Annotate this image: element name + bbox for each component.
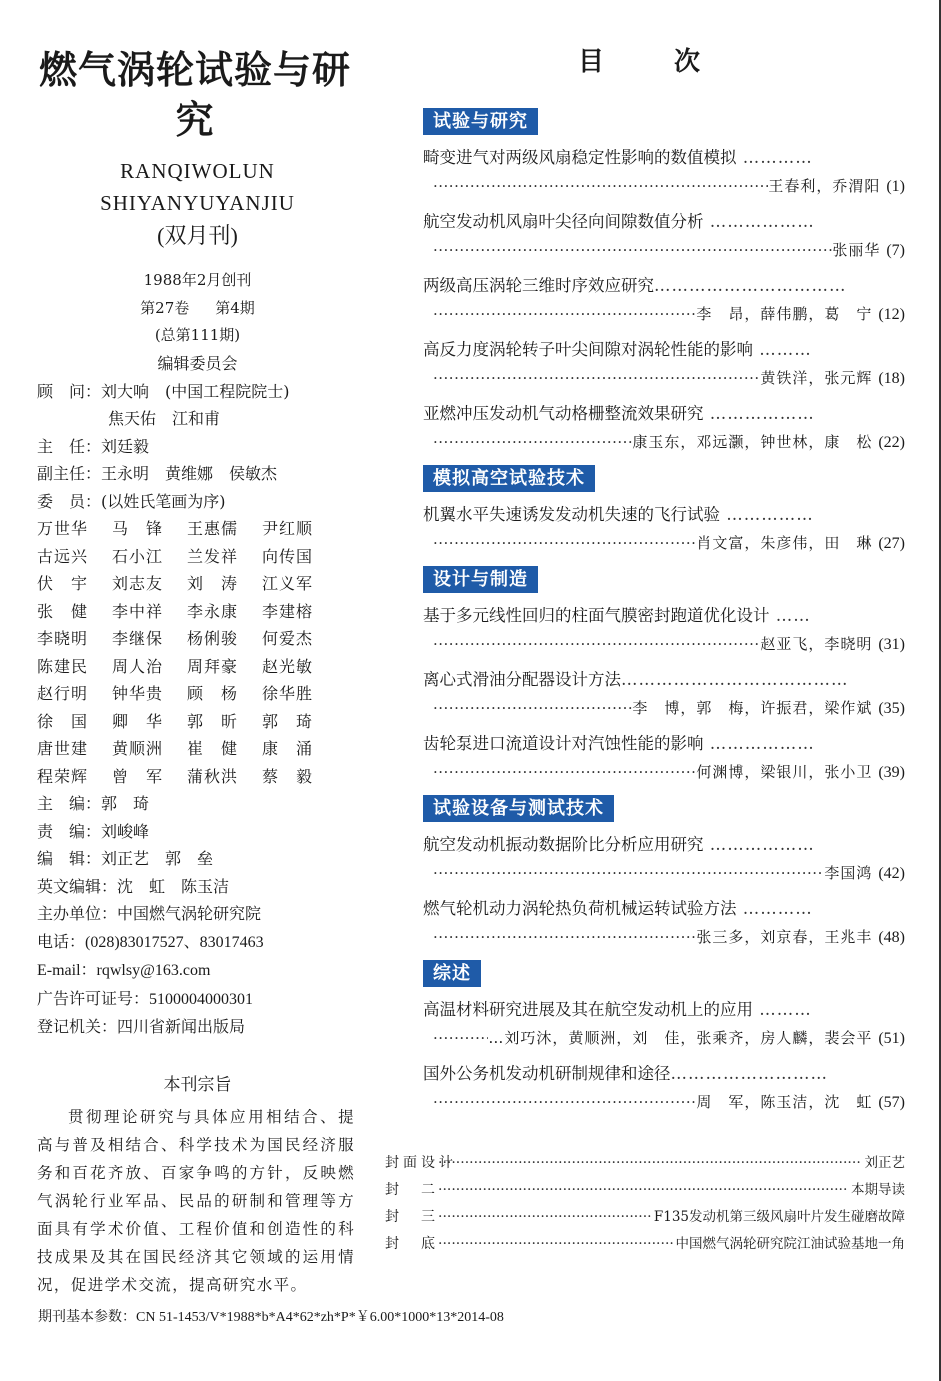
english-editor-line bbox=[37, 873, 365, 901]
editors: 刘正艺 郭 垒 bbox=[101, 849, 214, 868]
masthead-column bbox=[30, 45, 365, 1299]
article-authors: 张丽华 bbox=[832, 241, 881, 259]
article-title-line bbox=[423, 729, 868, 758]
committee-member: 何爱杰 bbox=[262, 629, 314, 648]
leader-dots: ………… bbox=[736, 899, 813, 918]
article-title-line bbox=[423, 894, 868, 923]
page-number: (39) bbox=[878, 764, 905, 781]
article-authors: 王春利，乔渭阳 bbox=[768, 177, 881, 195]
committee-member: 曾 军 bbox=[112, 766, 164, 786]
leader-dots bbox=[433, 923, 696, 952]
issue: 第4期 bbox=[215, 298, 255, 317]
section-label: 试验设备与测试技术 bbox=[423, 795, 614, 822]
chief-label: 主 编： bbox=[37, 794, 102, 813]
committee-member: 李继保 bbox=[112, 629, 164, 648]
toc-entry[interactable] bbox=[423, 335, 905, 393]
page-number: (18) bbox=[878, 370, 905, 387]
committee-member: 康 涌 bbox=[262, 739, 314, 758]
email-address: rqwlsy@163.com bbox=[96, 962, 211, 979]
leader-dots: ……… bbox=[753, 340, 812, 359]
byline-indent bbox=[423, 529, 433, 558]
committee-member: 伏 宇 bbox=[37, 574, 89, 593]
article-title: 齿轮泵进口流道设计对汽蚀性能的影响 bbox=[423, 734, 704, 753]
credit-value: 本期导读 bbox=[851, 1182, 905, 1198]
leader-dots bbox=[433, 172, 768, 201]
responsible-editor: 刘峻峰 bbox=[101, 821, 150, 841]
vice-directors: 王永明 黄维娜 侯敏杰 bbox=[101, 464, 278, 483]
advisor-2: 焦天佑 江和甫 bbox=[108, 409, 221, 428]
volume: 第27卷 bbox=[140, 298, 190, 317]
article-authors: 张三多，刘京春，王兆丰 bbox=[696, 928, 873, 946]
registration-line bbox=[37, 1013, 365, 1041]
article-title: 高反力度涡轮转子叶尖间隙对涡轮性能的影响 bbox=[423, 340, 753, 359]
ad-license-number: 5100004000301 bbox=[149, 990, 254, 1008]
article-authors: 黄铁洋，张元辉 bbox=[760, 369, 873, 387]
committee-heading: 编辑委员会 bbox=[157, 353, 238, 373]
publication-info bbox=[30, 267, 365, 350]
leader-dots bbox=[433, 1024, 488, 1053]
credit-value: 刘正艺 bbox=[864, 1155, 905, 1171]
toc-heading: 目 次 bbox=[577, 47, 722, 77]
editors-line bbox=[37, 845, 365, 873]
leader-dots bbox=[433, 1088, 696, 1117]
toc-section bbox=[423, 108, 905, 457]
byline-indent bbox=[423, 236, 433, 265]
committee-member: 赵光敏 bbox=[262, 656, 314, 676]
article-title: 高温材料研究进展及其在航空发动机上的应用 bbox=[423, 1000, 753, 1019]
byline-indent bbox=[423, 300, 433, 329]
host-unit: 中国燃气涡轮研究院 bbox=[117, 904, 262, 923]
article-byline bbox=[423, 529, 905, 558]
credit-value: F135发动机第三级风扇叶片发生碰磨故障 bbox=[653, 1209, 905, 1225]
article-byline bbox=[423, 300, 905, 329]
page-number: (51) bbox=[878, 1030, 905, 1047]
journal-pinyin-2: SHIYANYUYANJIU bbox=[100, 191, 295, 215]
members-note: (以姓氏笔画为序) bbox=[101, 491, 226, 511]
article-title: 离心式滑油分配器设计方法 bbox=[423, 670, 621, 689]
article-title: 航空发动机风扇叶尖径向间隙数值分析 bbox=[423, 212, 704, 231]
toc-entry[interactable] bbox=[423, 399, 905, 457]
toc-entry[interactable] bbox=[423, 995, 905, 1053]
toc-column bbox=[385, 40, 905, 1123]
host-line bbox=[37, 900, 365, 928]
member-row bbox=[37, 763, 365, 791]
section-label: 模拟高空试验技术 bbox=[423, 465, 595, 492]
committee-member: 王惠儒 bbox=[187, 519, 239, 538]
committee-member: 刘 涛 bbox=[187, 574, 239, 593]
toc-entry[interactable] bbox=[423, 143, 905, 201]
member-row bbox=[37, 625, 365, 653]
toc-section bbox=[423, 465, 905, 558]
byline-indent bbox=[423, 428, 433, 457]
committee-member: 周拜豪 bbox=[187, 656, 239, 676]
committee-member: 李永康 bbox=[187, 601, 239, 621]
article-title: 航空发动机振动数据阶比分析应用研究 bbox=[423, 835, 704, 854]
committee-member: 钟华贵 bbox=[112, 684, 164, 703]
member-row bbox=[37, 598, 365, 626]
journal-frequency: (双月刊) bbox=[157, 223, 238, 248]
article-title: 畸变进气对两级风扇稳定性影响的数值模拟 bbox=[423, 148, 737, 167]
committee-member: 石小江 bbox=[112, 546, 164, 566]
page-number: (12) bbox=[878, 306, 905, 323]
committee-member: 向传国 bbox=[262, 546, 314, 566]
committee-member: 唐世建 bbox=[37, 739, 89, 758]
committee-member: 兰发祥 bbox=[187, 546, 239, 566]
journal-title: 燃气涡轮试验与研究 bbox=[38, 48, 351, 142]
leader-dots bbox=[438, 1150, 862, 1177]
article-title: 两级高压涡轮三维时序效应研究 bbox=[423, 276, 654, 295]
leader-dots: ……………… bbox=[703, 212, 815, 231]
leader-dots: ……………… bbox=[703, 734, 815, 753]
journal-parameters: 期刊基本参数：CN 51-1453/V*1988*b*A4*62*zh*P*￥6.00*1000*13*2014-08 bbox=[38, 1310, 504, 1325]
committee-member: 郭 琦 bbox=[262, 711, 314, 731]
toc-entry[interactable] bbox=[423, 729, 905, 787]
leader-dots bbox=[433, 428, 632, 457]
leader-dots bbox=[433, 630, 760, 659]
article-authors: 肖文富，朱彦伟，田 琳 bbox=[696, 534, 873, 552]
article-authors: 何渊博，梁银川，张小卫 bbox=[696, 763, 873, 781]
cover-credit-row bbox=[385, 1177, 905, 1204]
committee-member: 李中祥 bbox=[112, 601, 164, 621]
volume-issue bbox=[30, 295, 365, 323]
toc-entry[interactable] bbox=[423, 665, 905, 723]
article-title: 基于多元线性回归的柱面气膜密封跑道优化设计 bbox=[423, 606, 770, 625]
byline-indent bbox=[423, 758, 433, 787]
page-number: (7) bbox=[886, 242, 905, 259]
byline-indent bbox=[423, 1024, 433, 1053]
advisor-label: 顾 问： bbox=[37, 381, 102, 401]
committee-member: 张 健 bbox=[37, 601, 89, 621]
chief-line bbox=[37, 790, 365, 818]
article-authors: 李国鸿 bbox=[824, 864, 873, 882]
host-label: 主办单位： bbox=[37, 904, 118, 923]
leader-dots bbox=[433, 364, 760, 393]
article-authors: 赵亚飞，李晓明 bbox=[760, 635, 873, 653]
committee-member: 陈建民 bbox=[37, 656, 89, 676]
tel-line bbox=[37, 928, 365, 957]
article-title-line bbox=[423, 601, 868, 630]
members-line bbox=[37, 488, 365, 516]
member-row bbox=[37, 515, 365, 543]
leader-dots: …… bbox=[769, 606, 811, 625]
toc-entry[interactable] bbox=[423, 271, 905, 329]
leader-dots: ………… bbox=[736, 148, 813, 167]
registration-authority: 四川省新闻出版局 bbox=[117, 1017, 246, 1036]
page-number: (22) bbox=[878, 434, 905, 451]
committee-member: 郭 昕 bbox=[187, 711, 239, 731]
article-title-line bbox=[423, 399, 868, 428]
leader-dots bbox=[438, 1231, 673, 1258]
leader-dots bbox=[438, 1177, 848, 1204]
toc-entry[interactable] bbox=[423, 500, 905, 558]
committee-member: 徐华胜 bbox=[262, 684, 314, 703]
committee-member: 卿 华 bbox=[112, 711, 164, 731]
article-title: 国外公务机发动机研制规律和途径 bbox=[423, 1064, 671, 1083]
article-byline bbox=[423, 428, 905, 457]
committee-member: 蔡 毅 bbox=[262, 766, 314, 786]
committee-member: 徐 国 bbox=[37, 711, 89, 731]
member-row bbox=[37, 708, 365, 736]
article-byline bbox=[423, 694, 905, 723]
committee-member: 刘志友 bbox=[112, 574, 164, 593]
member-row bbox=[37, 653, 365, 681]
byline-indent bbox=[423, 1088, 433, 1117]
purpose-heading: 本刊宗旨 bbox=[163, 1074, 232, 1095]
purpose-body: 贯彻理论研究与具体应用相结合、提高与普及相结合、科学技术为国民经济服务和百花齐放、百家争鸣的方针，反映燃气涡轮行业军品、民品的研制和管理等方面具有学术价值、工程价值和创造性的科技成果及其在国民经济其它领域的运用情况，促进学术交流，提高研究水平。 bbox=[37, 1107, 355, 1294]
committee-member: 蒲秋洪 bbox=[187, 766, 239, 786]
committee-member: 万世华 bbox=[37, 519, 89, 538]
english-editor-label: 英文编辑： bbox=[37, 876, 118, 896]
leader-dots: ……… bbox=[753, 1000, 812, 1019]
member-row bbox=[37, 570, 365, 598]
cover-credit-row bbox=[385, 1231, 905, 1258]
byline-indent bbox=[423, 630, 433, 659]
member-row bbox=[37, 735, 365, 763]
byline-indent bbox=[423, 694, 433, 723]
article-byline bbox=[423, 1024, 905, 1053]
committee-member: 李晓明 bbox=[37, 629, 89, 648]
advisor-1: 刘大响 (中国工程院院士) bbox=[101, 381, 290, 401]
committee-member: 古远兴 bbox=[37, 546, 89, 566]
article-title: 亚燃冲压发动机气动格栅整流效果研究 bbox=[423, 404, 704, 423]
byline-indent bbox=[423, 172, 433, 201]
article-byline bbox=[423, 859, 905, 888]
leader-dots bbox=[433, 236, 832, 265]
article-byline bbox=[423, 923, 905, 952]
advisor-line bbox=[37, 378, 365, 406]
byline-indent bbox=[423, 923, 433, 952]
article-authors: …刘巧沐，黄顺洲，刘 佳，张乘齐，房人麟，裴会平 bbox=[488, 1029, 873, 1047]
member-grid bbox=[37, 515, 365, 790]
section-label: 设计与制造 bbox=[423, 566, 538, 593]
article-authors: 李 博，郭 梅，许振君，梁作斌 bbox=[632, 699, 873, 717]
toc-section bbox=[423, 795, 905, 952]
credit-label: 封 二 bbox=[385, 1182, 439, 1198]
toc-section bbox=[423, 960, 905, 1117]
leader-dots: ……………………… bbox=[670, 1064, 828, 1083]
email-label: E-mail： bbox=[37, 962, 97, 979]
leader-dots bbox=[433, 859, 824, 888]
committee-member: 程荣辉 bbox=[37, 766, 89, 786]
credit-value: 中国燃气涡轮研究院江油试验基地一角 bbox=[675, 1236, 905, 1252]
article-title: 燃气轮机动力涡轮热负荷机械运转试验方法 bbox=[423, 899, 737, 918]
byline-indent bbox=[423, 364, 433, 393]
ad-license-line bbox=[37, 985, 365, 1014]
toc-section bbox=[423, 566, 905, 787]
leader-dots: …………………………… bbox=[654, 276, 847, 295]
leader-dots bbox=[433, 758, 696, 787]
toc-entry[interactable] bbox=[423, 830, 905, 888]
committee-member: 尹红顺 bbox=[262, 519, 314, 538]
section-label: 试验与研究 bbox=[423, 108, 538, 135]
credit-label: 封面设计 bbox=[385, 1155, 457, 1171]
committee-member: 李建榕 bbox=[262, 601, 314, 621]
chief-editor: 郭 琦 bbox=[101, 794, 150, 813]
cover-credit-row bbox=[385, 1204, 905, 1231]
article-byline bbox=[423, 1088, 905, 1117]
total-issue: (总第111期) bbox=[154, 326, 241, 344]
page-number: (57) bbox=[878, 1094, 905, 1111]
article-byline bbox=[423, 236, 905, 265]
article-authors: 周 军，陈玉洁，沈 虹 bbox=[696, 1093, 873, 1111]
article-byline bbox=[423, 364, 905, 393]
page-number: (48) bbox=[878, 929, 905, 946]
article-title-line bbox=[423, 143, 868, 172]
cover-credit-row bbox=[385, 1150, 905, 1177]
page-number: (1) bbox=[886, 178, 905, 195]
article-title: 机翼水平失速诱发发动机失速的飞行试验 bbox=[423, 505, 720, 524]
english-editors: 沈 虹 陈玉洁 bbox=[117, 876, 230, 896]
page-number: (31) bbox=[878, 636, 905, 653]
page-number: (27) bbox=[878, 535, 905, 552]
cover-credits bbox=[385, 1150, 905, 1258]
committee-member: 顾 杨 bbox=[187, 684, 239, 703]
director: 刘廷毅 bbox=[101, 436, 150, 456]
registration-label: 登记机关： bbox=[37, 1017, 118, 1036]
member-row bbox=[37, 680, 365, 708]
article-title-line bbox=[423, 335, 868, 364]
resp-label: 责 编： bbox=[37, 821, 102, 841]
toc-entry[interactable] bbox=[423, 601, 905, 659]
director-line bbox=[37, 433, 365, 461]
leader-dots: …………… bbox=[720, 505, 814, 524]
vice-line bbox=[37, 460, 365, 488]
section-label: 综述 bbox=[423, 960, 481, 987]
email-line bbox=[37, 956, 365, 985]
resp-line bbox=[37, 818, 365, 846]
leader-dots: ……………… bbox=[703, 404, 815, 423]
article-title-line bbox=[423, 500, 868, 529]
credit-label: 封 底 bbox=[385, 1236, 439, 1252]
leader-dots bbox=[438, 1204, 651, 1231]
page-number: (42) bbox=[878, 865, 905, 882]
article-title-line bbox=[423, 665, 868, 694]
committee-member: 赵行明 bbox=[37, 684, 89, 703]
leader-dots: ………………………………… bbox=[621, 670, 849, 689]
article-title-line bbox=[423, 830, 868, 859]
director-label: 主 任： bbox=[37, 436, 102, 456]
toc-entry[interactable] bbox=[423, 207, 905, 265]
article-title-line bbox=[423, 271, 868, 300]
committee-member: 黄顺洲 bbox=[112, 739, 164, 758]
credit-label: 封 三 bbox=[385, 1209, 439, 1225]
article-authors: 李 昂，薛伟鹏，葛 宁 bbox=[696, 305, 873, 323]
leader-dots bbox=[433, 529, 696, 558]
toc-entry[interactable] bbox=[423, 894, 905, 952]
telephone: (028)83017527、83017463 bbox=[85, 933, 264, 951]
member-row bbox=[37, 543, 365, 571]
leader-dots bbox=[433, 694, 632, 723]
ad-license-label: 广告许可证号： bbox=[37, 988, 150, 1008]
editors-label: 编 辑： bbox=[37, 849, 102, 868]
leader-dots bbox=[433, 300, 696, 329]
committee-member: 马 锋 bbox=[112, 519, 164, 538]
byline-indent bbox=[423, 859, 433, 888]
article-byline bbox=[423, 172, 905, 201]
committee-member: 杨俐骏 bbox=[187, 629, 239, 648]
vice-label: 副主任： bbox=[37, 464, 102, 483]
article-title-line bbox=[423, 995, 868, 1024]
article-byline bbox=[423, 758, 905, 787]
tel-label: 电话： bbox=[37, 931, 86, 951]
article-title-line bbox=[423, 207, 868, 236]
committee-member: 崔 健 bbox=[187, 739, 239, 758]
founded-date: 1988年2月创刊 bbox=[143, 271, 252, 289]
article-authors: 康玉东，邓远灏，钟世林，康 松 bbox=[632, 433, 873, 451]
committee-member: 周人治 bbox=[112, 656, 164, 676]
leader-dots: ……………… bbox=[703, 835, 815, 854]
article-title-line bbox=[423, 1059, 868, 1088]
members-label: 委 员： bbox=[37, 491, 102, 511]
toc-entry[interactable] bbox=[423, 1059, 905, 1117]
committee-member: 江义军 bbox=[262, 574, 314, 593]
journal-pinyin-1: RANQIWOLUN bbox=[120, 159, 275, 183]
toc-sections bbox=[385, 108, 905, 1117]
page-number: (35) bbox=[878, 700, 905, 717]
article-byline bbox=[423, 630, 905, 659]
advisor-line-2 bbox=[108, 405, 365, 433]
